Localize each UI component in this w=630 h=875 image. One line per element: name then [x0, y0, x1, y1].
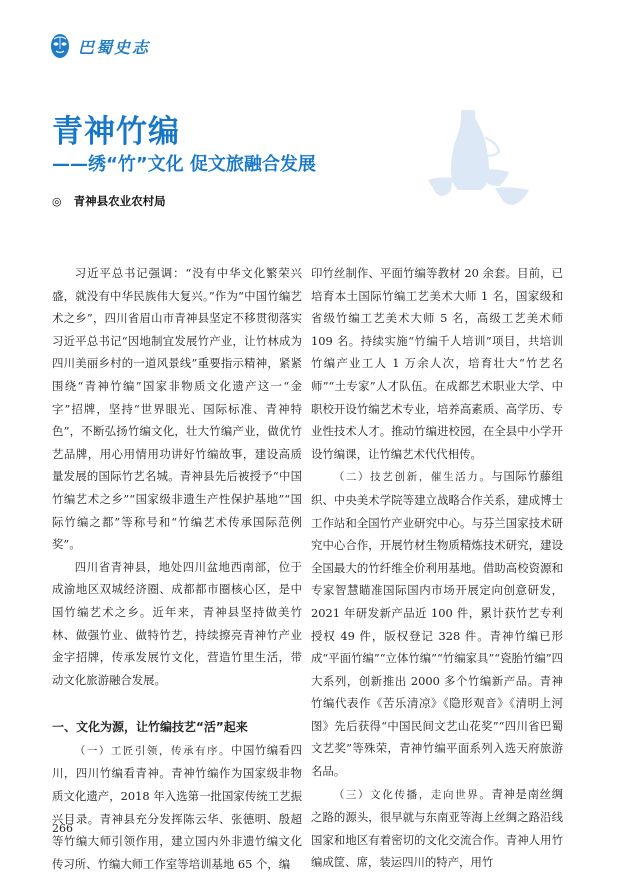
- paragraph-location: 四川省青神县，地处四川盆地西南部，位于成渝地区双城经济圈、成都都市圈核心区，是中国竹编艺术之乡。近年来，青神县坚持做美竹林、做强竹业、做特竹艺，持续擦亮青神竹产业金字招牌，传承发展竹文化，营造竹里生活，带动文化旅游融合发展。: [52, 559, 302, 687]
- section-heading: 一、文化为源，让竹编技艺“活”起来: [52, 720, 248, 735]
- opera-mask-icon: [50, 33, 70, 59]
- subsection-lead: （三）文化传播，走向世界。: [333, 788, 492, 801]
- article-title: 青神竹编: [52, 114, 180, 150]
- right-column: [311, 262, 563, 874]
- author-mark-icon: ◎: [52, 194, 62, 208]
- author-line: [52, 193, 166, 209]
- paragraph-craftsman-continued: 印竹丝制作、平面竹编等教材 20 余套。目前，已培育本土国际竹编工艺美术大师 1 名，国家级和省级竹编工艺美术大师 5 名，高级工艺美术师 109 名。持续实施“竹编千人培训”项目，共培训竹编产业工人 1 万余人次，培育壮大“竹艺名师”“土专家”人才队伍。在成都艺术职业大学、中职校开设竹编艺术专业，培养高素质、高学历、专业性技术人才。推动竹编进校园，在全县中小学开设竹编课，让竹编艺术代代相传。: [311, 266, 563, 461]
- paragraph-intro: 习近平总书记强调：“没有中华文化繁荣兴盛，就没有中华民族伟大复兴。”作为“中国竹编艺术之乡”，四川省眉山市青神县坚定不移贯彻落实习近平总书记“因地制宜发展竹产业，让竹林成为四川美丽乡村的一道风景线”重要指示精神，紧紧围绕“青神竹编”国家非物质文化遗产这一“金字”招牌，坚持“世界眼光、国际标准、青神特色”，不断弘扬竹编文化，壮大竹编产业，做优竹艺品牌，用心用情用功讲好竹编故事，建设高质量发展的国际竹艺名城。青神县先后被授予“中国竹编艺术之乡”“国家级非遗生产性保护基地”“国际竹编之都”等称号和“竹编艺术传承国际范例奖”。: [52, 266, 302, 552]
- subsection-lead: （二）技艺创新，催生活力。: [333, 471, 492, 484]
- paragraph-dissemination: （三）文化传播，走向世界。青神是南丝绸之路的源头，很早就与东南亚等海上丝绸之路沿线国家和地区有着密切的文化交流合作。青神人用竹编成筐、席，装运四川的特产，用竹: [311, 786, 563, 870]
- logo-text: 巴蜀史志: [78, 37, 151, 57]
- page-number: 266: [52, 822, 73, 835]
- article-subtitle: ——绣“竹”文化 促文旅融合发展: [52, 154, 316, 175]
- left-column: [52, 262, 302, 875]
- journal-logo: [50, 33, 150, 59]
- paragraph-innovation: （二）技艺创新，催生活力。与国际竹藤组织、中央美术学院等建立战略合作关系，建成博士工作站和全国竹产业研究中心。与芬兰国家技术研究中心合作，开展竹材生物质精炼技术研究，建设全国最大的竹纤维全价利用基地。借助高校资源和专家智慧瞄准国际国内市场开展定向创意研发，2021 年研发新产品近 100 件，累计获竹艺专利授权 49 件，版权登记 328 件。青神竹编已形成“平面竹编”“立体竹编”“竹编家具”“瓷胎竹编”四大系列，创新推出 2000 多个竹编新产品。青神竹编代表作《苦乐清凉》《隐形观音》《清明上河图》先后获得“中国民间文艺山花奖”“四川省巴蜀文艺奖”等殊荣，青神竹编平面系列入选天府旅游名品。: [311, 469, 563, 779]
- author-name: 青神县农业农村局: [73, 194, 166, 208]
- subsection-lead: （一）工匠引领，传承有序。: [74, 744, 232, 757]
- paragraph-craftsman: （一）工匠引领，传承有序。中国竹编看四川，四川竹编看青神。青神竹编作为国家级非物质文化遗产，2018 年入选第一批国家传统工艺振兴目录。青神县充分发挥陈云华、张德明、殷超等竹编大师引领作用，建立国内外非遗竹编文化传习所、竹编大师工作室等培训基地 65 个，编: [52, 742, 302, 871]
- wine-vessel-illustration: [425, 110, 555, 210]
